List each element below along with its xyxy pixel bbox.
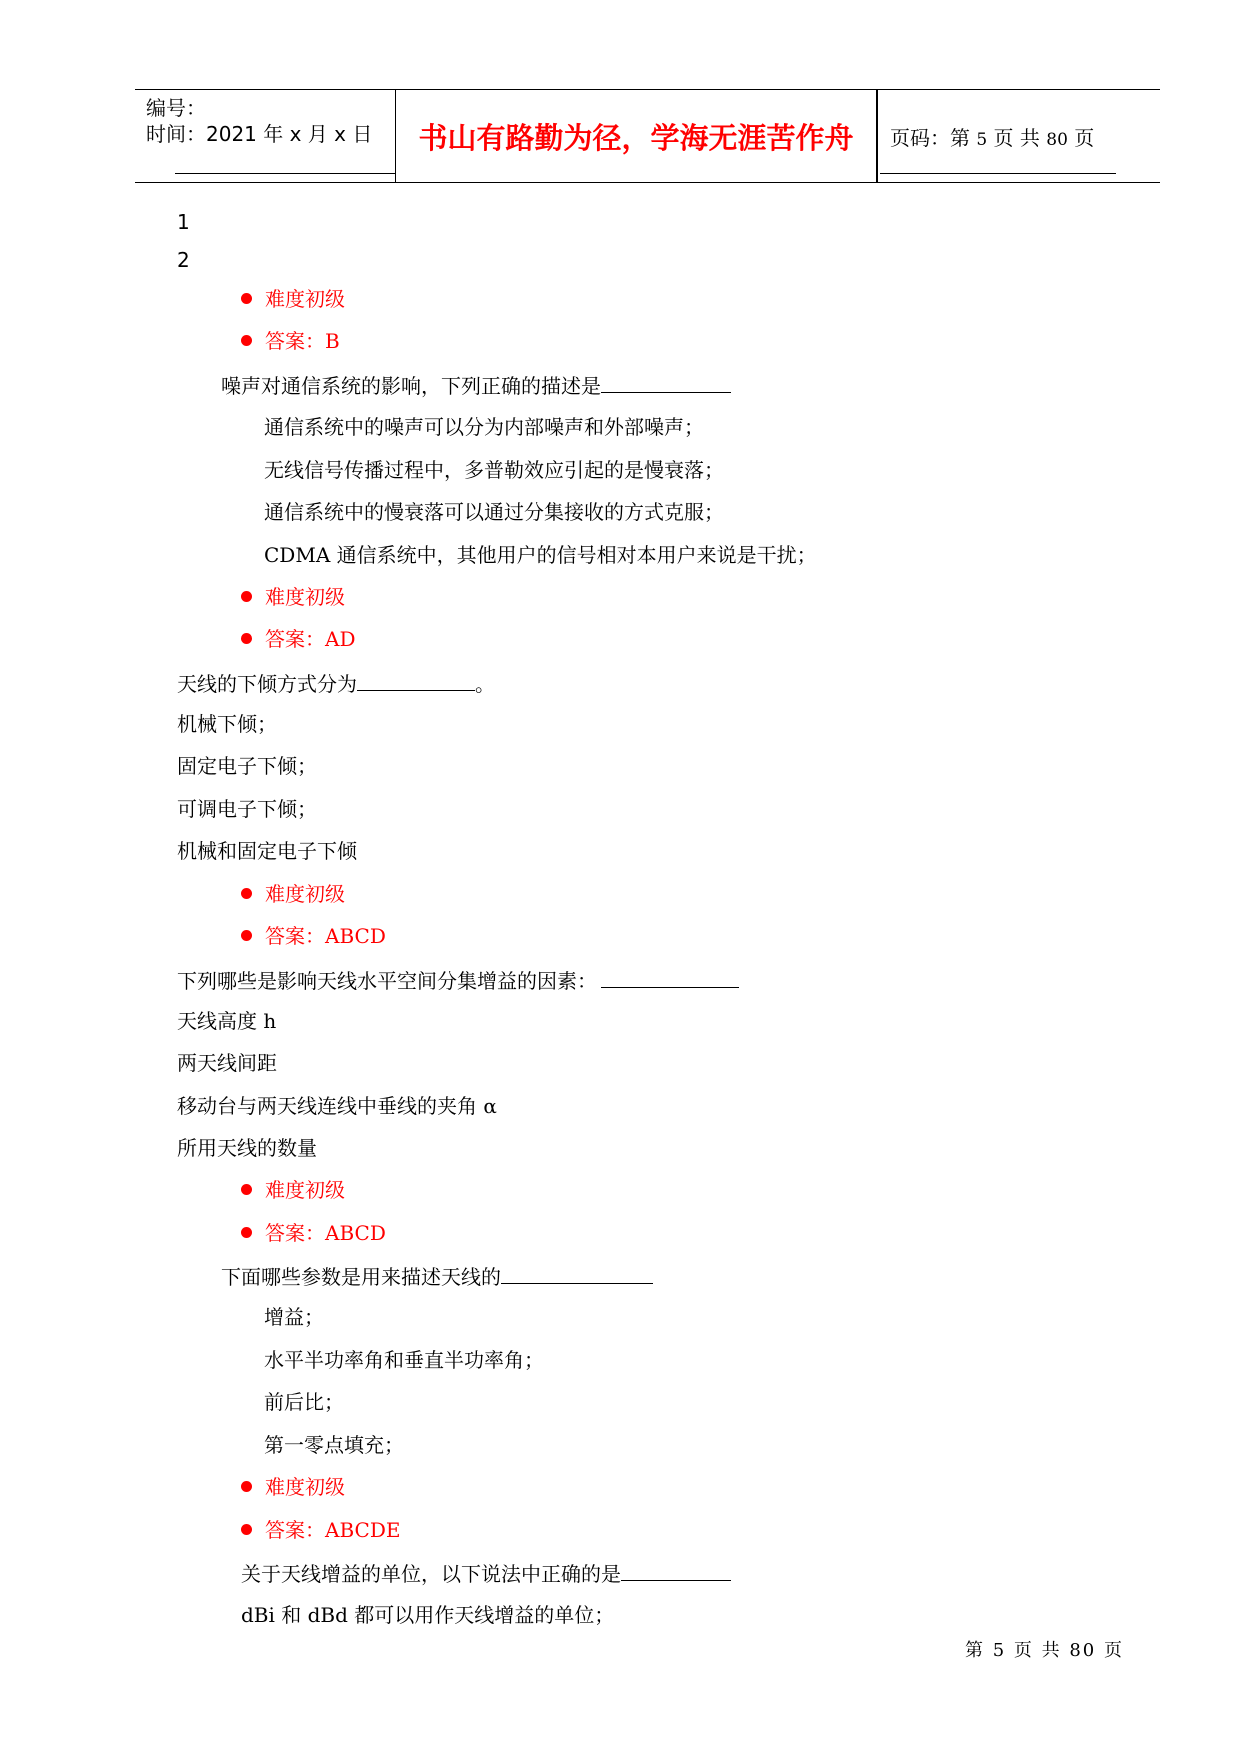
option: 机械下倾； bbox=[177, 712, 277, 736]
header-page-cell bbox=[879, 90, 1160, 182]
answer-text: 答案：AD bbox=[265, 627, 356, 651]
question bbox=[177, 967, 739, 993]
page-header bbox=[135, 89, 1160, 183]
question bbox=[221, 1263, 653, 1289]
bullet-icon bbox=[241, 591, 252, 602]
option: 所用天线的数量 bbox=[177, 1136, 317, 1160]
answer-item bbox=[241, 627, 355, 651]
option: 可调电子下倾； bbox=[177, 797, 317, 821]
difficulty-text: 难度初级 bbox=[265, 1178, 345, 1202]
difficulty-item bbox=[241, 585, 345, 609]
option: 通信系统中的噪声可以分为内部噪声和外部噪声； bbox=[264, 415, 704, 439]
answer-item bbox=[241, 1221, 386, 1245]
motto: 书山有路勤为径，学海无涯苦作舟 bbox=[418, 121, 854, 155]
bullet-icon bbox=[241, 1184, 252, 1195]
header-left-cell bbox=[135, 90, 396, 182]
bullet-icon bbox=[241, 293, 252, 304]
difficulty-text: 难度初级 bbox=[265, 585, 345, 609]
question bbox=[177, 670, 495, 696]
option: 通信系统中的慢衰落可以通过分集接收的方式克服； bbox=[264, 500, 724, 524]
option: dBi 和 dBd 都可以用作天线增益的单位； bbox=[241, 1603, 615, 1627]
question-text: 下列哪些是影响天线水平空间分集增益的因素： bbox=[177, 969, 597, 993]
page-footer: 第 5 页 共 80 页 bbox=[965, 1640, 1124, 1661]
option: 固定电子下倾； bbox=[177, 754, 317, 778]
number-label: 编号： bbox=[146, 96, 206, 120]
difficulty-text: 难度初级 bbox=[265, 287, 345, 311]
option: 前后比； bbox=[264, 1390, 344, 1414]
difficulty-item bbox=[241, 1178, 345, 1202]
difficulty-item bbox=[241, 882, 345, 906]
option: 增益； bbox=[264, 1305, 324, 1329]
answer-item bbox=[241, 924, 386, 948]
difficulty-item bbox=[241, 287, 345, 311]
header-underline-right bbox=[880, 173, 1116, 174]
question bbox=[241, 1560, 731, 1586]
answer-item bbox=[241, 1518, 400, 1542]
option: 机械和固定电子下倾 bbox=[177, 839, 357, 863]
bullet-icon bbox=[241, 1227, 252, 1238]
question-end: 。 bbox=[475, 672, 495, 696]
option: 无线信号传播过程中，多普勒效应引起的是慢衰落； bbox=[264, 458, 724, 482]
bullet-icon bbox=[241, 1481, 252, 1492]
answer-blank bbox=[601, 372, 731, 393]
header-motto-cell bbox=[396, 90, 878, 182]
answer-blank bbox=[601, 967, 739, 988]
option: CDMA 通信系统中，其他用户的信号相对本用户来说是干扰； bbox=[264, 543, 817, 567]
time-label: 时间：2021 年 x 月 x 日 bbox=[146, 122, 373, 146]
answer-text: 答案：ABCDE bbox=[265, 1518, 401, 1542]
list-number: 1 bbox=[177, 210, 190, 234]
question-text: 天线的下倾方式分为 bbox=[177, 672, 357, 696]
option: 水平半功率角和垂直半功率角； bbox=[264, 1348, 544, 1372]
question-text: 关于天线增益的单位，以下说法中正确的是 bbox=[241, 1562, 621, 1586]
answer-item bbox=[241, 329, 340, 353]
page-number: 5 bbox=[976, 130, 988, 150]
bullet-icon bbox=[241, 930, 252, 941]
question-text: 下面哪些参数是用来描述天线的 bbox=[221, 1265, 501, 1289]
answer-blank bbox=[501, 1263, 653, 1284]
bullet-icon bbox=[241, 633, 252, 644]
page-total: 80 bbox=[1046, 130, 1068, 150]
question bbox=[221, 372, 731, 398]
answer-blank bbox=[621, 1560, 731, 1581]
bullet-icon bbox=[241, 335, 252, 346]
option: 移动台与两天线连线中垂线的夹角 α bbox=[177, 1094, 497, 1118]
option: 第一零点填充； bbox=[264, 1433, 404, 1457]
list-number: 2 bbox=[177, 248, 190, 272]
page-prefix: 页码：第 bbox=[890, 126, 970, 150]
bullet-icon bbox=[241, 888, 252, 899]
difficulty-text: 难度初级 bbox=[265, 1475, 345, 1499]
header-underline-left bbox=[175, 173, 395, 174]
header-page-info bbox=[890, 122, 1094, 151]
difficulty-text: 难度初级 bbox=[265, 882, 345, 906]
option: 天线高度 h bbox=[177, 1009, 277, 1033]
question-text: 噪声对通信系统的影响，下列正确的描述是 bbox=[221, 374, 601, 398]
page-mid: 页 共 bbox=[993, 126, 1040, 150]
page-suffix: 页 bbox=[1074, 126, 1095, 150]
answer-blank bbox=[357, 670, 475, 691]
answer-text: 答案：ABCD bbox=[265, 924, 386, 948]
answer-text: 答案：B bbox=[265, 329, 340, 353]
difficulty-item bbox=[241, 1475, 345, 1499]
option: 两天线间距 bbox=[177, 1051, 277, 1075]
answer-text: 答案：ABCD bbox=[265, 1221, 386, 1245]
bullet-icon bbox=[241, 1524, 252, 1535]
